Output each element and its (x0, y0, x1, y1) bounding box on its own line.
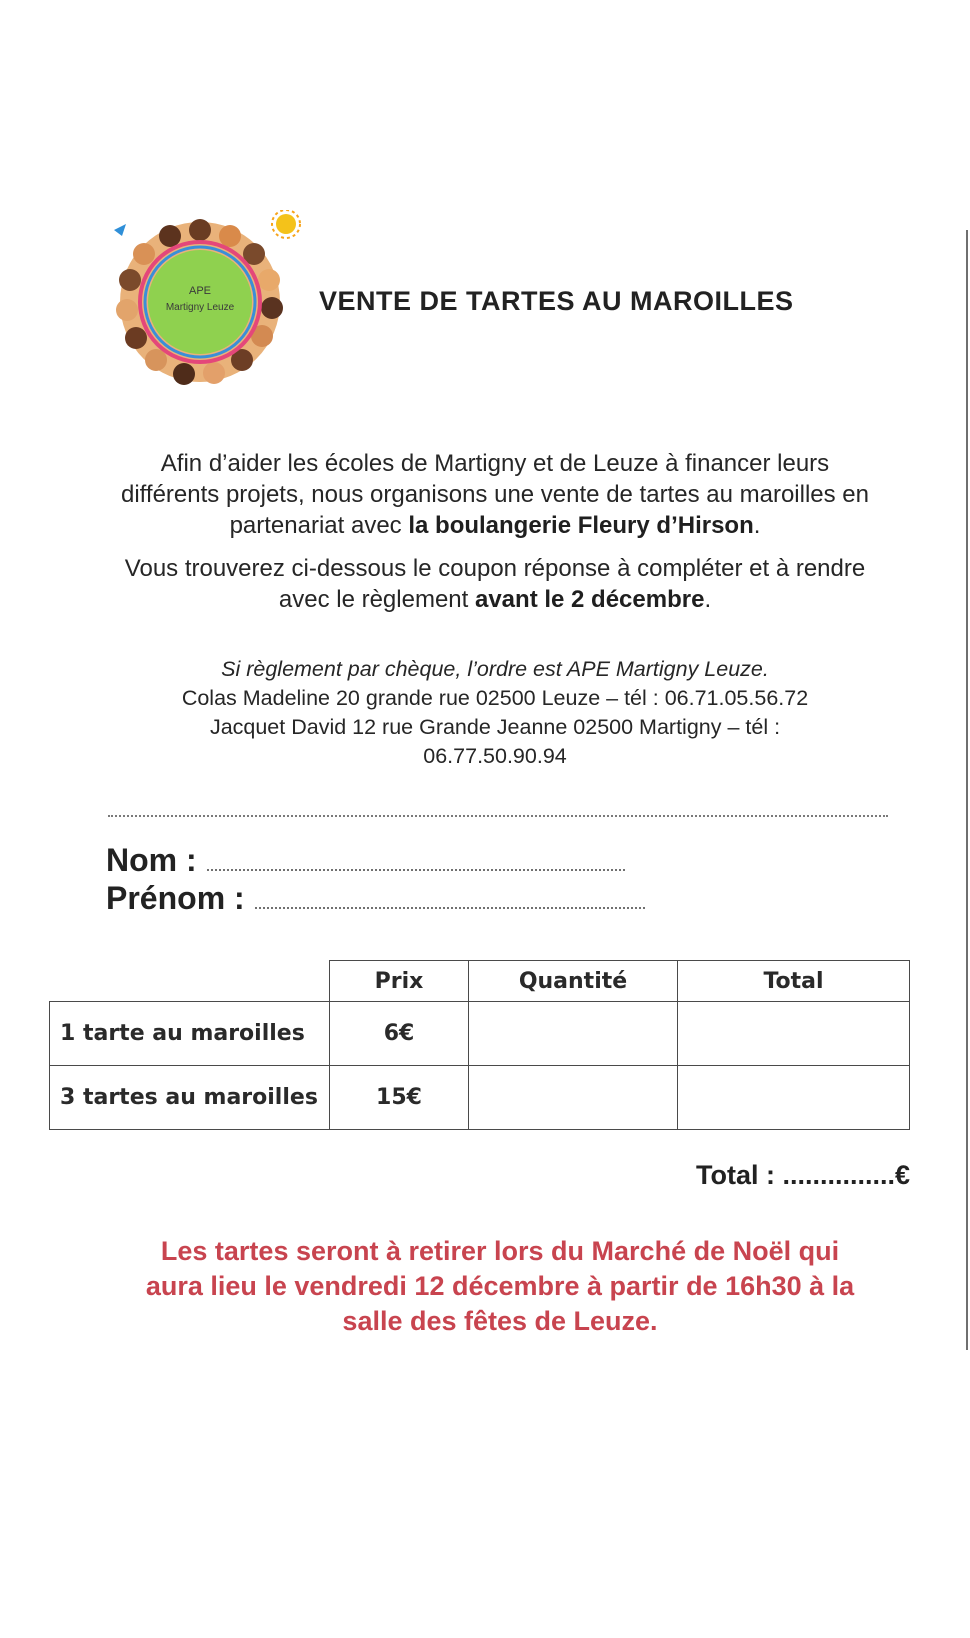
pickup-line-2: aura lieu le vendredi 12 décembre à partir de 16h30 à la (145, 1271, 855, 1301)
nom-label: Nom : (106, 842, 197, 878)
nom-field (106, 842, 625, 879)
logo-text-ape: APE (188, 285, 212, 297)
intro-p2-end: . (704, 586, 712, 613)
deadline: avant le 2 décembre (474, 586, 705, 613)
intro-p2-text: Vous trouverez ci-dessous le coupon réponse à compléter et à rendre avec le règlement (124, 555, 866, 613)
bird-icon (114, 224, 126, 236)
intro-text (110, 448, 880, 615)
quantity-cell[interactable] (469, 1066, 678, 1130)
total-cell[interactable] (678, 1002, 910, 1066)
quantity-cell[interactable] (469, 1002, 678, 1066)
document-title: VENTE DE TARTES AU MAROILLES (319, 286, 794, 316)
intro-p1-text: Afin d’aider les écoles de Martigny et de Leuze à financer leurs différents projets, nous organisons une vente de tartes au maroilles en partenariat avec (120, 450, 869, 539)
intro-paragraph-1 (110, 448, 880, 541)
contact-line-1: Colas Madeline 20 grande rue 02500 Leuze – tél : 06.71.05.56.72 (181, 686, 809, 710)
nom-input-line[interactable] (207, 869, 625, 871)
row-price: 6€ (330, 1002, 469, 1066)
grand-total: Total : ...............€ (695, 1160, 910, 1190)
header-prix: Prix (330, 961, 469, 1002)
order-table (49, 960, 910, 1130)
header-quantite: Quantité (469, 961, 678, 1002)
page-edge (966, 230, 968, 1350)
row-label: 1 tarte au maroilles (50, 1002, 330, 1066)
prenom-input-line[interactable] (255, 907, 645, 909)
cheque-note: Si règlement par chèque, l’ordre est APE Martigny Leuze. (221, 657, 769, 681)
sun-icon (272, 210, 300, 238)
logo-text-name: Martigny Leuze (165, 302, 235, 313)
ape-logo (108, 210, 308, 390)
header-total: Total (678, 961, 910, 1002)
contact-line-2: Jacquet David 12 rue Grande Jeanne 02500 Martigny – tél : (209, 715, 781, 739)
table-row (50, 1002, 910, 1066)
prenom-field (106, 880, 645, 917)
prenom-label: Prénom : (106, 880, 245, 916)
pickup-notice (100, 1234, 900, 1339)
cut-line (108, 815, 888, 817)
contact-line-3: 06.77.50.90.94 (423, 744, 567, 768)
contacts-block (110, 655, 880, 771)
table-row (50, 1066, 910, 1130)
row-price: 15€ (330, 1066, 469, 1130)
intro-paragraph-2 (110, 553, 880, 615)
intro-p1-end: . (753, 512, 761, 539)
header-blank (50, 961, 330, 1002)
row-label: 3 tartes au maroilles (50, 1066, 330, 1130)
total-cell[interactable] (678, 1066, 910, 1130)
table-header-row (50, 961, 910, 1002)
bakery-name: la boulangerie Fleury d’Hirson (408, 512, 754, 539)
pickup-line-1: Les tartes seront à retirer lors du Marché de Noël qui (160, 1236, 840, 1266)
pickup-line-3: salle des fêtes de Leuze. (342, 1306, 658, 1336)
